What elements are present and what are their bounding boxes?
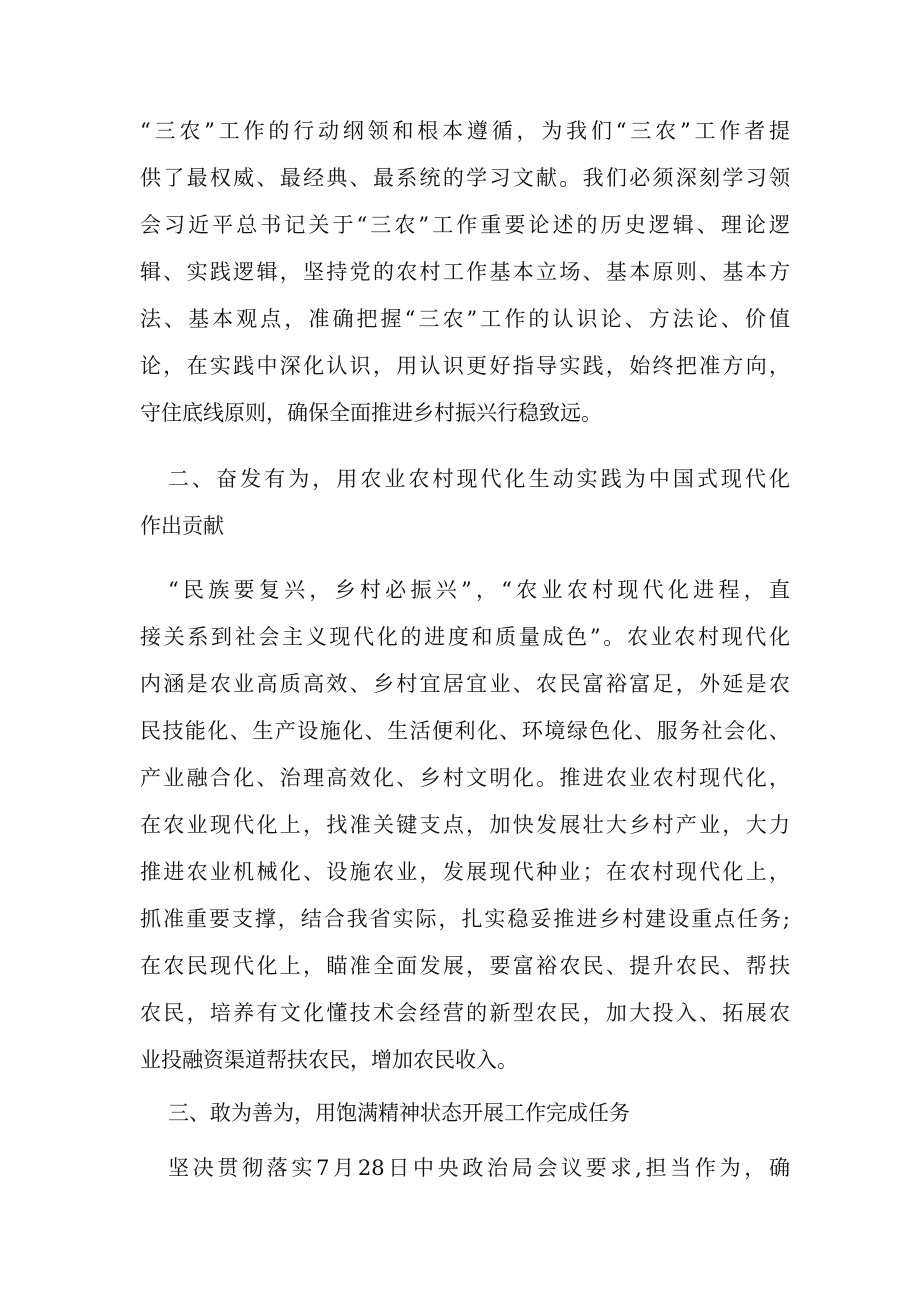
text-line: 民技能化、生产设施化、生活便利化、环境绿色化、服务社会化、 xyxy=(140,719,790,743)
text-line: 法、基本观点，准确把握“三农”工作的认识论、方法论、价值 xyxy=(140,307,790,331)
text-line: 论，在实践中深化认识，用认识更好指导实践，始终把准方向， xyxy=(140,354,790,378)
text-line: 坚决贯彻落实7月28日中央政治局会议要求,担当作为，确 xyxy=(168,1156,790,1180)
text-line: 供了最权威、最经典、最系统的学习文献。我们必须深刻学习领 xyxy=(140,166,790,190)
text-line: 辑、实践逻辑，坚持党的农村工作基本立场、基本原则、基本方 xyxy=(140,260,790,284)
section-heading-line: 二、奋发有为，用农业农村现代化生动实践为中国式现代化 xyxy=(168,467,790,491)
section-heading-line: 作出贡献 xyxy=(140,514,224,538)
text-line: 业投融资渠道帮扶农民，增加农民收入。 xyxy=(140,1048,518,1072)
text-line: “民族要复兴，乡村必振兴”，“农业农村现代化进程，直 xyxy=(168,578,790,602)
text-line: 推进农业机械化、设施农业，发展现代种业；在农村现代化上， xyxy=(140,860,790,884)
text-line: 农民，培养有文化懂技术会经营的新型农民，加大投入、拓展农 xyxy=(140,1001,790,1025)
text-line: 在农民现代化上，瞄准全面发展，要富裕农民、提升农民、帮扶 xyxy=(140,954,790,978)
text-line: 守住底线原则，确保全面推进乡村振兴行稳致远。 xyxy=(140,401,602,425)
text-line: 产业融合化、治理高效化、乡村文明化。推进农业农村现代化， xyxy=(140,766,790,790)
text-line: 在农业现代化上，找准关键支点，加快发展壮大乡村产业，大力 xyxy=(140,813,790,837)
text-line: 内涵是农业高质高效、乡村宜居宜业、农民富裕富足，外延是农 xyxy=(140,672,790,696)
text-line: 接关系到社会主义现代化的进度和质量成色”。农业农村现代化 xyxy=(140,625,790,649)
text-line: 会习近平总书记关于“三农”工作重要论述的历史逻辑、理论逻 xyxy=(140,213,790,237)
text-line: “三农”工作的行动纲领和根本遵循，为我们“三农”工作者提 xyxy=(140,119,790,143)
section-heading-line: 三、敢为善为，用饱满精神状态开展工作完成任务 xyxy=(168,1101,630,1125)
text-line: 抓准重要支撑，结合我省实际，扎实稳妥推进乡村建设重点任务; xyxy=(140,907,790,931)
